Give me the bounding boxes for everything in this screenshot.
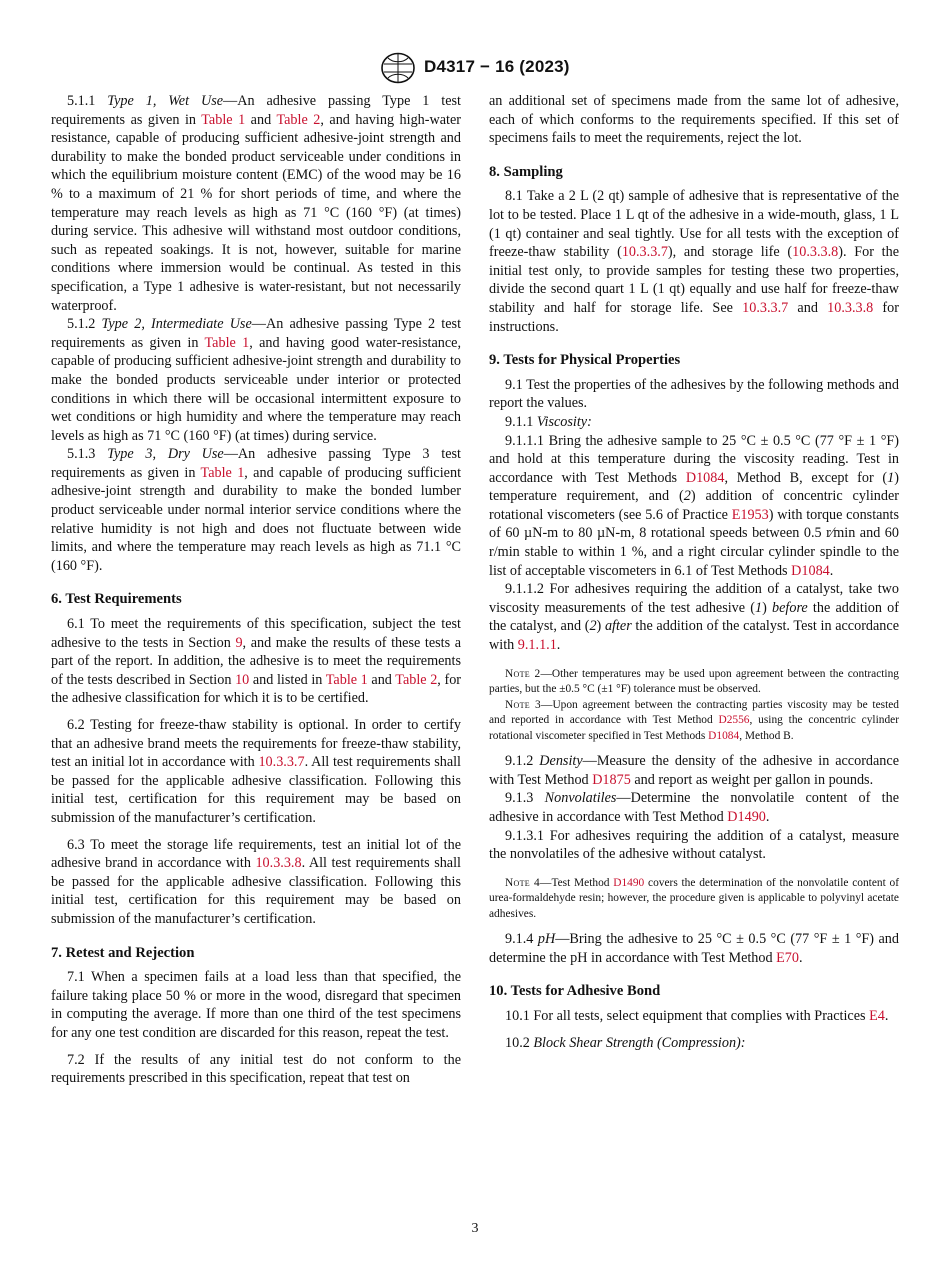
left-column [51, 92, 461, 1088]
para-9-1-4: 9.1.4 pH—Bring the adhesive to 25 °C ± 0.5 °C (77 °F ± 1 °F) and determine the pH in accordance with Test Method E70. [489, 931, 899, 966]
note-3: Note 3—Upon agreement between the contracting parties viscosity may be tested and reported in accordance with Test Method D2556, using the concentric cylinder rotational viscometer specified in Test Methods D1084, Method B. [489, 698, 899, 742]
para-10-1: 10.1 For all tests, select equipment that complies with Practices E4. [505, 1007, 889, 1024]
para-7-2-continued: an additional set of specimens made from the same lot of adhesive, each of which conforms to the requirements specified. If this set of specimens fails to meet the requirements, reject the lot. [489, 93, 899, 147]
link-e4[interactable]: E4 [869, 1007, 885, 1024]
section-9-heading: 9. Tests for Physical Properties [489, 352, 681, 369]
link-section-10[interactable]: 10 [235, 671, 250, 688]
section-7-heading: 7. Retest and Rejection [51, 944, 195, 961]
link-e70[interactable]: E70 [776, 949, 799, 966]
link-d1084[interactable]: D1084 [791, 562, 830, 579]
link-d1490[interactable]: D1490 [613, 876, 645, 889]
link-10-3-3-7[interactable]: 10.3.3.7 [258, 754, 305, 771]
note-4: Note 4—Test Method D1490 covers the determination of the nonvolatile content of urea-formaldehyde resin; however, the procedure given is applicable to polyvinyl acetate adhesives. [489, 876, 899, 920]
para-9-1-3-1: 9.1.3.1 For adhesives requiring the addition of a catalyst, measure the nonvolatiles of the adhesive without catalyst. [489, 827, 899, 863]
link-e1953[interactable]: E1953 [731, 506, 769, 523]
para-6-3: 6.3 To meet the storage life requirements, test an initial lot of the adhesive brand in accordance with 10.3.3.8. All test requirements shall be passed for the applicable adhesive classification. Following this initial test, certification for this requirement may be based on submission of the manufacturer’s certification. [51, 836, 461, 927]
link-10-3-3-7[interactable]: 10.3.3.7 [621, 244, 668, 261]
link-10-3-3-8[interactable]: 10.3.3.8 [827, 299, 874, 316]
section-8-heading: 8. Sampling [489, 163, 563, 180]
section-10-heading: 10. Tests for Adhesive Bond [489, 983, 661, 1000]
page-header [0, 52, 950, 86]
para-9-1-2: 9.1.2 Density—Measure the density of the adhesive in accordance with Test Method D1875 and report as weight per gallon in pounds. [489, 753, 899, 788]
notes-2-3 [489, 667, 899, 745]
notes-4 [489, 876, 899, 923]
link-table-1[interactable]: Table 1 [325, 671, 368, 688]
para-9-1-1-1: 9.1.1.1 Bring the adhesive sample to 25 °C ± 0.5 °C (77 °F ± 1 °F) and hold at this temperature during the viscosity reading. Test in accordance with Test Methods D1084, Method B, except for (1) temperature requirement, and (2) addition of concentric cylinder rotational viscometers (see 5.6 of Practice E1953) with torque constants of 60 µN-m to 80 µN-m, 8 rotational speeds between 0.5 r⁄min and 60 r/min stable to within 1 %, and a right circular cylinder spindle to the list of acceptable viscometers in 6.1 of Test Methods D1084. [489, 432, 900, 579]
link-10-3-3-8[interactable]: 10.3.3.8 [255, 855, 302, 872]
link-table-1[interactable]: Table 1 [204, 334, 250, 351]
link-d1084[interactable]: D1084 [708, 729, 740, 742]
link-section-9[interactable]: 9 [235, 634, 243, 651]
page-number: 3 [471, 1221, 479, 1236]
link-table-1[interactable]: Table 1 [201, 111, 246, 128]
link-d1875[interactable]: D1875 [592, 771, 631, 788]
para-9-1-1: 9.1.1 Viscosity: [505, 413, 592, 430]
link-d1084[interactable]: D1084 [685, 469, 725, 486]
note-2: Note 2—Other temperatures may be used upon agreement between the contracting parties, but the ±0.5 °C (±1 °F) tolerance must be observed. [489, 667, 899, 696]
standard-designation: D4317 − 16 (2023) [424, 57, 570, 76]
para-10-2: 10.2 Block Shear Strength (Compression): [505, 1034, 746, 1051]
link-table-2[interactable]: Table 2 [276, 111, 321, 128]
para-9-1-3: 9.1.3 Nonvolatiles—Determine the nonvolatile content of the adhesive in accordance with Test Method D1490. [489, 790, 899, 825]
para-9-1-1-2: 9.1.1.2 For adhesives requiring the addition of a catalyst, take two viscosity measurements of the test adhesive (1) before the addition of the catalyst, and (2) after the addition of the catalyst. Test in accordance with 9.1.1.1. [489, 581, 899, 654]
link-d2556[interactable]: D2556 [718, 714, 750, 727]
para-7-1: 7.1 When a specimen fails at a load less than that specified, the failure taking place 50 % or more in the wood, disregard that specimen in computing the average. If more than one third of the test specimens for any one test condition are discarded for this reason, repeat the test. [51, 969, 461, 1041]
link-table-2[interactable]: Table 2 [395, 671, 438, 688]
link-10-3-3-8[interactable]: 10.3.3.8 [792, 244, 839, 261]
para-5-1-3: 5.1.3 Type 3, Dry Use—An adhesive passing Type 3 test requirements as given in Table 1, and capable of producing sufficient adhesive-joint strength and durability to make the bonded lumber product serviceable under normal interior service conditions where the relative humidity is not high and does not fluctuate between wide limits, and where the temperature may reach levels as high as 71.1 °C (160 °F). [51, 446, 462, 574]
astm-logo-icon [380, 52, 416, 84]
right-column [489, 92, 899, 1052]
para-6-2: 6.2 Testing for freeze-thaw stability is optional. In order to certify that an adhesive brand meets the requirements for freeze-thaw stability, test an initial lot in accordance with 10.3.3.7. All test requirements shall be passed for the applicable adhesive classification. Following this initial test, certification for this requirement may be based on submission of the manufacturer’s certification. [51, 717, 462, 826]
link-9-1-1-1[interactable]: 9.1.1.1 [517, 637, 557, 654]
para-5-1-2: 5.1.2 Type 2, Intermediate Use—An adhesive passing Type 2 test requirements as given in Table 1, and having good water-resistance, capable of producing sufficient adhesive-joint strength and durability to make the bonded products serviceable under interior or protected conditions in which there will be occasional intermittent exposure to wet conditions or high humidity and where the temperature may reach levels as high as 71 °C (160 °F) (at times) during service. [51, 316, 462, 444]
link-table-1[interactable]: Table 1 [200, 464, 245, 481]
para-5-1-1: 5.1.1 Type 1, Wet Use—An adhesive passing Type 1 test requirements as given in Table 1 and Table 2, and having high-water resistance, capable of producing sufficient adhesive-joint strength and durability to make the bonded product serviceable under conditions in which the equilibrium moisture content (EMC) of the wood may be 16 % to a maximum of 21 % for short periods of time, and where the temperature may reach levels as high as 71 °C (160 °F) (at times) during service. This adhesive will withstand most outdoor conditions, such as repeated soakings. It is not, however, suitable for marine conditions where immersion would be continual. As tested in this specification, a Type 1 adhesive is water-resistant, but not necessarily waterproof. [51, 93, 462, 314]
section-6-heading: 6. Test Requirements [51, 591, 182, 608]
para-8-1: 8.1 Take a 2 L (2 qt) sample of adhesive that is representative of the lot to be tested. Place 1 L qt of the adhesive in a wide-mouth, glass, 1 L (1 qt) container and seal tightly. Use for all tests with the exception of freeze-thaw stability (10.3.3.7), and storage life (10.3.3.8). For the initial test only, to provide samples for testing these two properties, divide the second quart 1 L (1 qt) equally and use half for freeze-thaw stability and half for storage life. See 10.3.3.7 and 10.3.3.8 for instructions. [489, 188, 899, 335]
para-9-1: 9.1 Test the properties of the adhesives by the following methods and report the values. [489, 376, 899, 412]
link-d1490[interactable]: D1490 [727, 808, 766, 825]
link-10-3-3-7[interactable]: 10.3.3.7 [742, 299, 789, 316]
para-6-1: 6.1 To meet the requirements of this specification, subject the test adhesive to the tests in Section 9, and make the results of these tests a part of the report. In addition, the adhesive is to meet the requirements of the tests described in Section 10 and listed in Table 1 and Table 2, for the adhesive classification for which it is to be certified. [51, 616, 462, 707]
para-7-2: 7.2 If the results of any initial test do not conform to the requirements prescribed in this specification, repeat that test on [51, 1051, 461, 1087]
